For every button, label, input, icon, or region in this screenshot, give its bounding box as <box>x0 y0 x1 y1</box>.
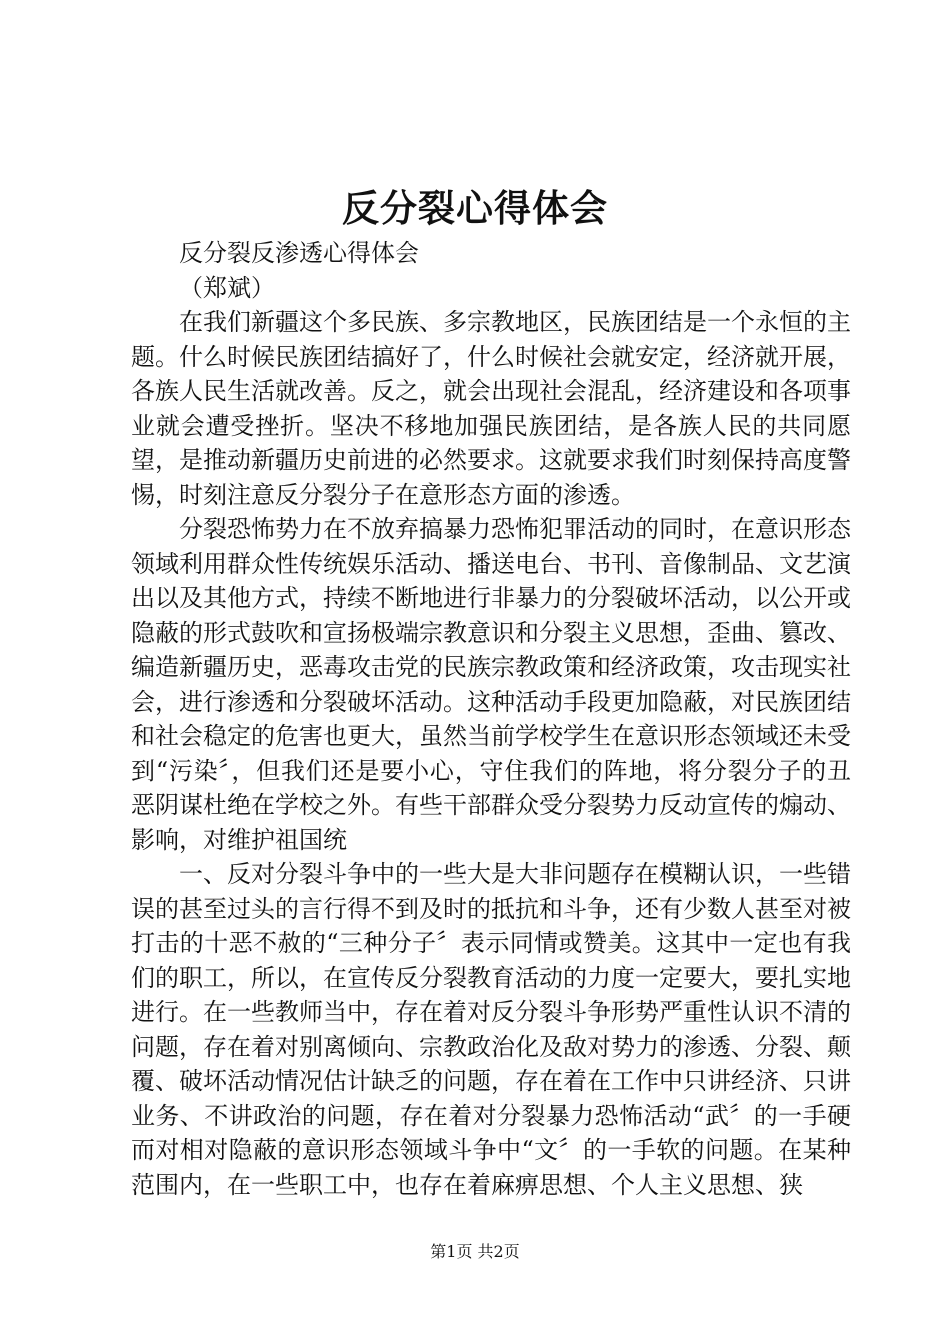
document-title: 反分裂心得体会 <box>342 186 608 230</box>
document-subtitle: 反分裂反渗透心得体会 <box>179 239 419 267</box>
paragraph: 分裂恐怖势力在不放弃搞暴力恐怖犯罪活动的同时，在意识形态领域利用群众性传统娱乐活动、播送电台、书刊、音像制品、文艺演出以及其他方式，持续不断地进行非暴力的分裂破坏活动，以公开或隐蔽的形式鼓吹和宣扬极端宗教意识和分裂主义思想，歪曲、篡改、编造新疆历史，恶毒攻击党的民族宗教政策和经济政策，攻击现实社会，进行渗透和分裂破坏活动。这种活动手段更加隐蔽，对民族团结和社会稳定的危害也更大，虽然当前学校学生在意识形态领域还未受到“污染〞，但我们还是要小心，守住我们的阵地，将分裂分子的丑恶阴谋杜绝在学校之外。有些干部群众受分裂势力反动宣传的煽动、影响，对维护祖国统 <box>131 515 851 854</box>
document-body <box>131 236 851 1202</box>
paragraph: 一、反对分裂斗争中的一些大是大非问题存在模糊认识，一些错误的甚至过头的言行得不到及时的抵抗和斗争，还有少数人甚至对被打击的十恶不赦的“三种分子〞表示同情或赞美。这其中一定也有我们的职工，所以，在宣传反分裂教育活动的力度一定要大，要扎实地进行。在一些教师当中，存在着对反分裂斗争形势严重性认识不清的问题，存在着对别离倾向、宗教政治化及敌对势力的渗透、分裂、颠覆、破坏活动情况估计缺乏的问题，存在着在工作中只讲经济、只讲业务、不讲政治的问题，存在着对分裂暴力恐怖活动“武〞的一手硬而对相对隐蔽的意识形态领域斗争中“文〞的一手软的问题。在某种范围内，在一些职工中，也存在着麻痹思想、个人主义思想、狭 <box>131 860 851 1199</box>
page-number-footer: 第1页 共2页 <box>430 1242 520 1261</box>
paragraph: 在我们新疆这个多民族、多宗教地区，民族团结是一个永恒的主题。什么时候民族团结搞好了，什么时候社会就安定，经济就开展，各族人民生活就改善。反之，就会出现社会混乱，经济建设和各项事业就会遭受挫折。坚决不移地加强民族团结，是各族人民的共同愿望，是推动新疆历史前进的必然要求。这就要求我们时刻保持高度警惕，时刻注意反分裂分子在意形态方面的渗透。 <box>131 308 851 509</box>
document-author: （郑斌） <box>179 273 275 302</box>
